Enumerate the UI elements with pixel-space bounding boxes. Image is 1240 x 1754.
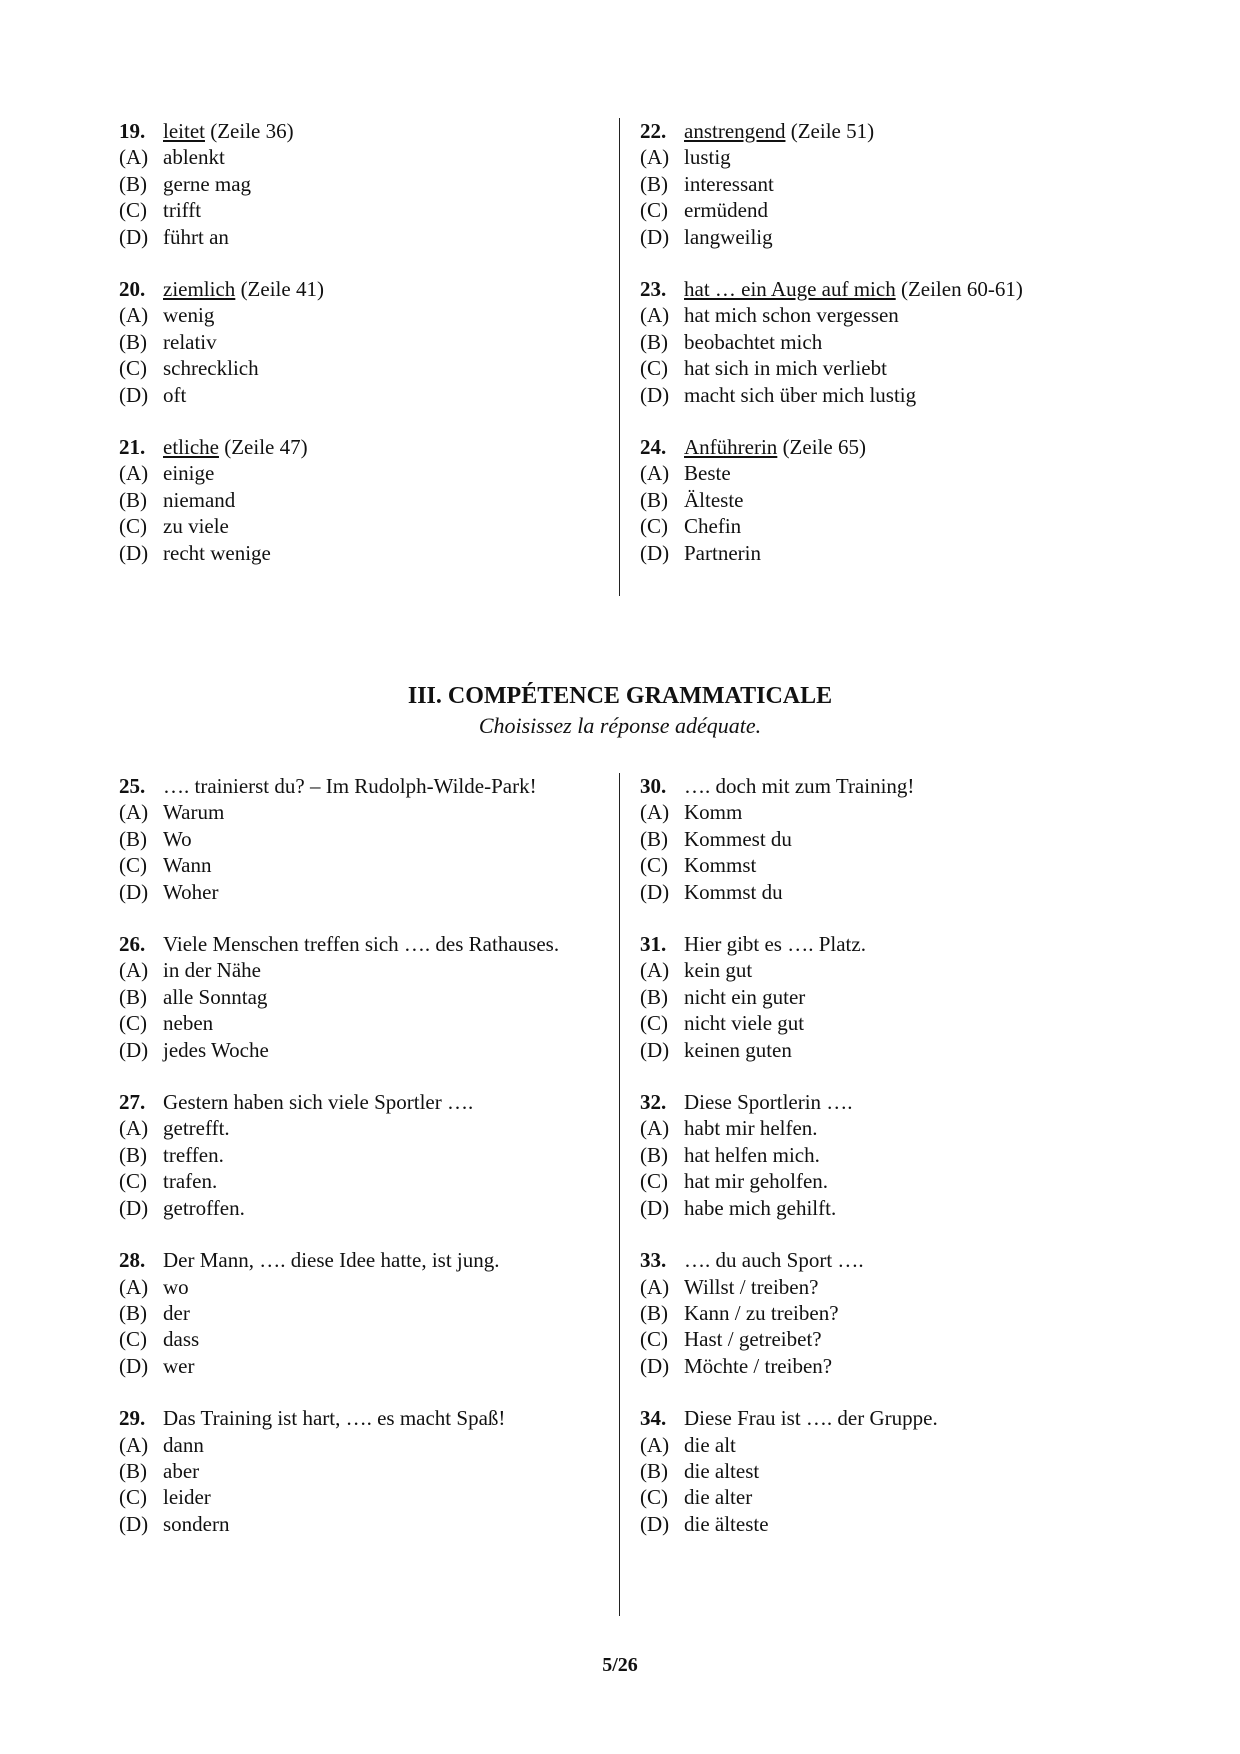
option-b[interactable]: (B) Kommest du [640, 826, 792, 851]
line-reference: (Zeilen 60-61) [895, 277, 1023, 302]
option-d[interactable]: (D) Kommst du [640, 879, 783, 904]
option-a[interactable]: (A) kein gut [640, 958, 753, 983]
question-stem: Diese Sportlerin …. [684, 1090, 853, 1115]
target-word: hat … ein Auge auf mich [684, 277, 896, 302]
page-number: 5/26 [602, 1654, 638, 1676]
option-a[interactable]: (A) dann [119, 1432, 204, 1457]
column-divider [619, 773, 620, 1616]
grammar-right-column [640, 773, 1110, 1563]
option-a[interactable]: (A) Willst / treiben? [640, 1274, 819, 1299]
option-b[interactable]: (B) die altest [640, 1458, 760, 1483]
question-34 [640, 1405, 1110, 1537]
option-c[interactable]: (C) Wann [119, 853, 212, 878]
option-c[interactable]: (C) zu viele [119, 514, 229, 539]
question-33 [640, 1247, 1110, 1379]
line-reference: (Zeile 41) [235, 277, 324, 302]
option-c[interactable]: (C) dass [119, 1327, 200, 1352]
target-word: Anführerin [684, 435, 778, 460]
option-d[interactable]: (D) Partnerin [640, 540, 761, 565]
option-d[interactable]: (D) Möchte / treiben? [640, 1353, 833, 1378]
question-number: 27. [119, 1090, 146, 1115]
line-reference: (Zeile 65) [777, 435, 866, 460]
option-d[interactable]: (D) keinen guten [640, 1037, 792, 1062]
question-stem: …. doch mit zum Training! [684, 774, 915, 798]
vocab-right-column [640, 118, 1110, 592]
option-a[interactable]: (A) lustig [640, 145, 731, 170]
question-number: 32. [640, 1090, 667, 1115]
line-reference: (Zeile 51) [785, 119, 875, 143]
option-d[interactable]: (D) sondern [119, 1511, 230, 1536]
option-a[interactable]: (A) einige [119, 461, 215, 486]
option-d[interactable]: (D) oft [119, 382, 187, 407]
option-c[interactable]: (C) schrecklich [119, 356, 259, 381]
question-23 [640, 276, 1110, 408]
question-22 [640, 118, 1110, 250]
question-stem: Hier gibt es …. Platz. [684, 932, 866, 957]
question-stem: Viele Menschen treffen sich …. des Rathauses. [163, 932, 560, 957]
option-b[interactable]: (B) alle Sonntag [119, 984, 268, 1009]
target-word: anstrengend [684, 119, 786, 143]
option-d[interactable]: (D) jedes Woche [119, 1037, 269, 1062]
question-number: 20. [119, 277, 146, 302]
option-c[interactable]: (C) Hast / getreibet? [640, 1327, 822, 1352]
question-19 [119, 118, 596, 250]
option-a[interactable]: (A) getrefft. [119, 1116, 230, 1141]
target-word: leitet [163, 119, 205, 143]
option-a[interactable]: (A) ablenkt [119, 145, 225, 170]
option-b[interactable]: (B) interessant [640, 171, 774, 196]
question-stem: Das Training ist hart, …. es macht Spaß! [163, 1406, 506, 1431]
option-a[interactable]: (A) in der Nähe [119, 958, 261, 983]
option-a[interactable]: (A) habt mir helfen. [640, 1116, 818, 1141]
option-b[interactable]: (B) nicht ein guter [640, 984, 806, 1009]
question-number: 26. [119, 932, 146, 957]
option-c[interactable]: (C) hat sich in mich verliebt [640, 356, 887, 381]
question-32 [640, 1089, 1110, 1221]
question-stem: Diese Frau ist …. der Gruppe. [684, 1406, 938, 1431]
question-number: 25. [119, 774, 146, 798]
option-b[interactable]: (B) Älteste [640, 487, 744, 512]
question-20 [119, 276, 596, 408]
option-b[interactable]: (B) beobachtet mich [640, 329, 823, 354]
option-b[interactable]: (B) gerne mag [119, 171, 252, 196]
option-a[interactable]: (A) Komm [640, 800, 743, 825]
section-instructions: Choisissez la réponse adéquate. [478, 713, 762, 738]
vocab-left-column [119, 118, 596, 592]
option-d[interactable]: (D) habe mich gehilft. [640, 1195, 837, 1220]
option-a[interactable]: (A) hat mich schon vergessen [640, 303, 899, 328]
question-29 [119, 1405, 596, 1537]
question-number: 21. [119, 435, 146, 460]
question-21 [119, 434, 596, 566]
option-d[interactable]: (D) getroffen. [119, 1195, 245, 1220]
option-a[interactable]: (A) wo [119, 1274, 189, 1299]
option-c[interactable]: (C) Chefin [640, 514, 742, 539]
target-word: ziemlich [163, 277, 236, 302]
option-d[interactable]: (D) Woher [119, 879, 219, 904]
option-b[interactable]: (B) aber [119, 1458, 200, 1483]
option-b[interactable]: (B) der [119, 1300, 190, 1325]
option-c[interactable]: (C) nicht viele gut [640, 1011, 805, 1036]
option-b[interactable]: (B) relativ [119, 329, 217, 354]
option-c[interactable]: (C) ermüdend [640, 198, 768, 223]
question-25 [119, 773, 596, 905]
option-d[interactable]: (D) langweilig [640, 224, 773, 249]
question-31 [640, 931, 1110, 1063]
question-number: 30. [640, 774, 667, 798]
question-number: 29. [119, 1406, 146, 1431]
question-stem: …. trainierst du? – Im Rudolph-Wilde-Park! [163, 774, 537, 798]
question-stem: …. du auch Sport …. [684, 1248, 864, 1273]
option-d[interactable]: (D) recht wenige [119, 540, 271, 565]
option-c[interactable]: (C) die alter [640, 1485, 753, 1510]
option-c[interactable]: (C) neben [119, 1011, 214, 1036]
question-number: 33. [640, 1248, 667, 1273]
question-27 [119, 1089, 596, 1221]
option-c[interactable]: (C) hat mir geholfen. [640, 1169, 829, 1194]
question-number: 28. [119, 1248, 146, 1273]
option-c[interactable]: (C) leider [119, 1485, 211, 1510]
option-b[interactable]: (B) Kann / zu treiben? [640, 1300, 839, 1325]
column-divider [619, 118, 620, 596]
section-title: III. COMPÉTENCE GRAMMATICALE [407, 683, 833, 709]
question-stem: Der Mann, …. diese Idee hatte, ist jung. [163, 1248, 500, 1273]
option-b[interactable]: (B) niemand [119, 487, 236, 512]
question-26 [119, 931, 596, 1063]
option-d[interactable]: (D) macht sich über mich lustig [640, 382, 917, 407]
option-d[interactable]: (D) die älteste [640, 1511, 769, 1536]
option-a[interactable]: (A) Beste [640, 461, 731, 486]
option-a[interactable]: (A) wenig [119, 303, 215, 328]
question-24 [640, 434, 1110, 566]
option-a[interactable]: (A) die alt [640, 1432, 736, 1457]
option-c[interactable]: (C) Kommst [640, 853, 757, 878]
option-b[interactable]: (B) hat helfen mich. [640, 1142, 820, 1167]
question-number: 34. [640, 1406, 667, 1431]
option-c[interactable]: (C) trifft [119, 198, 202, 223]
option-b[interactable]: (B) treffen. [119, 1142, 224, 1167]
option-b[interactable]: (B) Wo [119, 826, 192, 851]
question-number: 31. [640, 932, 667, 957]
line-reference: (Zeile 47) [218, 435, 308, 460]
question-number: 24. [640, 435, 667, 460]
question-number: 19. [119, 119, 146, 143]
option-d[interactable]: (D) wer [119, 1353, 195, 1378]
question-number: 23. [640, 277, 667, 302]
target-word: etliche [163, 435, 219, 460]
option-a[interactable]: (A) Warum [119, 800, 225, 825]
grammar-left-column [119, 773, 596, 1563]
question-stem: Gestern haben sich viele Sportler …. [163, 1090, 474, 1115]
option-c[interactable]: (C) trafen. [119, 1169, 218, 1194]
line-reference: (Zeile 36) [204, 119, 294, 143]
question-30 [640, 773, 1110, 905]
question-28 [119, 1247, 596, 1379]
question-number: 22. [640, 119, 667, 143]
option-d[interactable]: (D) führt an [119, 224, 229, 249]
